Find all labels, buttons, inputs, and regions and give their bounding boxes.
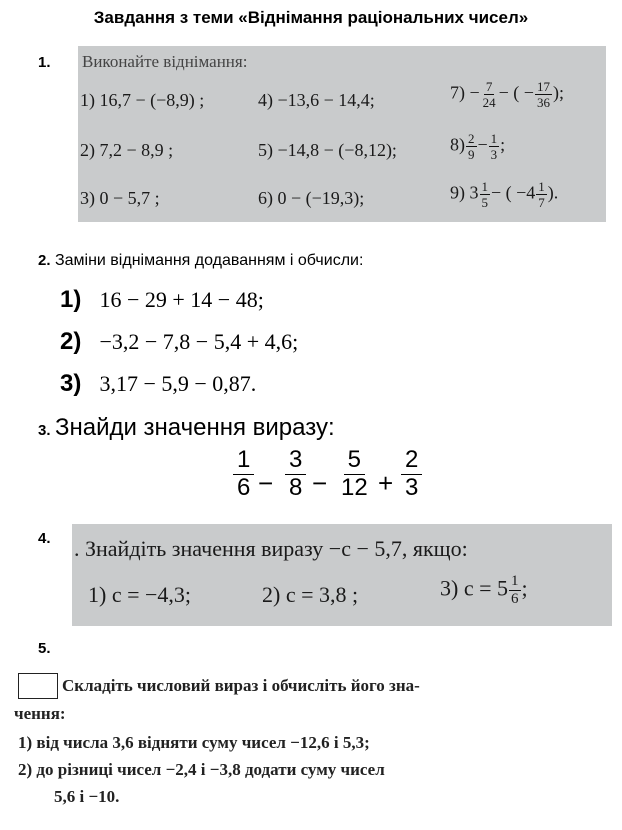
task1-number: 1. — [38, 54, 51, 71]
task1-item-6: 6) 0 − (−19,3); — [258, 188, 365, 208]
task5-line-1: Складіть числовий вираз і обчисліть його зна- — [62, 676, 420, 695]
task3-fraction-2: $\frac{3}{8}$ — [285, 448, 306, 500]
task5-line-5: 5,6 і −10. — [54, 787, 120, 806]
task1-item-2: 2) 7,2 − 8,9 ; — [80, 140, 174, 160]
task5-line-3: 1) від числа 3,6 відняти суму чисел −12,6 і 5,3; — [18, 733, 370, 752]
task4-heading: . Знайдіть значення виразу −c − 5,7, якщо: — [74, 536, 468, 561]
item7-fraction-2: $\frac{17}{36}$ — [536, 79, 550, 110]
item7-fraction-1: $\frac{7}{24}$ — [482, 79, 496, 110]
item8-label: 8) — [450, 134, 465, 155]
task3-text: Знайди значення виразу: — [54, 414, 335, 441]
task1-item-8 — [450, 132, 505, 161]
task4-photo — [72, 524, 612, 626]
task4-item-1: 1) c = −4,3; — [88, 582, 192, 607]
item8-mid: − — [477, 134, 488, 155]
task4-item-3: 3) c = 5 $\frac{1}{6}$ ; — [440, 573, 528, 607]
task3-fraction-1: $\frac{1}{6}$ — [233, 448, 254, 500]
task3-op-2: − — [312, 468, 328, 498]
task3-fraction-3: $\frac{5}{12}$ — [341, 446, 368, 501]
task4-item-2: 2) c = 3,8 ; — [262, 582, 359, 607]
task1-heading: Виконайте віднімання: — [82, 52, 248, 71]
item9-mid: − ( −4 — [491, 182, 536, 203]
task2-item-2: 2) −3,2 − 7,8 − 5,4 + 4,6; — [60, 328, 299, 355]
item9-fraction-2: $\frac{1}{7}$ — [538, 179, 545, 210]
task1-item-1: 1) 16,7 − (−8,9) ; — [80, 90, 205, 110]
task2-item-3: 3) 3,17 − 5,9 − 0,87. — [60, 370, 257, 397]
task1-item-7 — [450, 80, 564, 109]
task3-fraction-4: $\frac{2}{3}$ — [401, 448, 422, 500]
item7-label: 7) − — [450, 82, 480, 103]
item9-label: 9) 3 — [450, 182, 479, 203]
task3-op-3: + — [378, 468, 394, 498]
task2-number: 2. — [38, 252, 51, 269]
item7-end: ); — [552, 82, 564, 103]
task3-op-1: − — [258, 468, 274, 498]
task2-prompt — [38, 252, 363, 270]
task2-item-1: 1) 16 − 29 + 14 − 48; — [60, 286, 264, 313]
task5-line-2: чення: — [14, 704, 66, 723]
task2-text: Заміни віднімання додаванням і обчисли: — [54, 252, 364, 269]
task1-photo — [78, 46, 606, 222]
task4-number: 4. — [38, 530, 51, 547]
item9-end: ). — [547, 182, 559, 203]
task1-item-5: 5) −14,8 − (−8,12); — [258, 140, 397, 160]
task1-item-9 — [450, 180, 558, 209]
task3-number: 3. — [38, 422, 51, 439]
task5-line-4: 2) до різниці чисел −2,4 і −3,8 додати суму чисел — [18, 760, 385, 779]
item7-mid: − ( − — [498, 82, 534, 103]
page-title: Завдання з теми «Віднімання раціональних чисел» — [93, 8, 529, 27]
task4-item-3-fraction: $\frac{1}{6}$ — [511, 573, 519, 607]
item8-fraction-1: $\frac{2}{9}$ — [468, 131, 475, 162]
task5-empty-box — [18, 673, 58, 699]
item8-end: ; — [500, 134, 506, 155]
task1-item-4: 4) −13,6 − 14,4; — [258, 90, 375, 110]
item8-fraction-2: $\frac{1}{3}$ — [490, 131, 498, 162]
task1-item-3: 3) 0 − 5,7 ; — [80, 188, 160, 208]
item9-fraction-1: $\frac{1}{5}$ — [481, 179, 488, 210]
task3-prompt — [38, 414, 335, 442]
task5-number: 5. — [38, 640, 51, 657]
